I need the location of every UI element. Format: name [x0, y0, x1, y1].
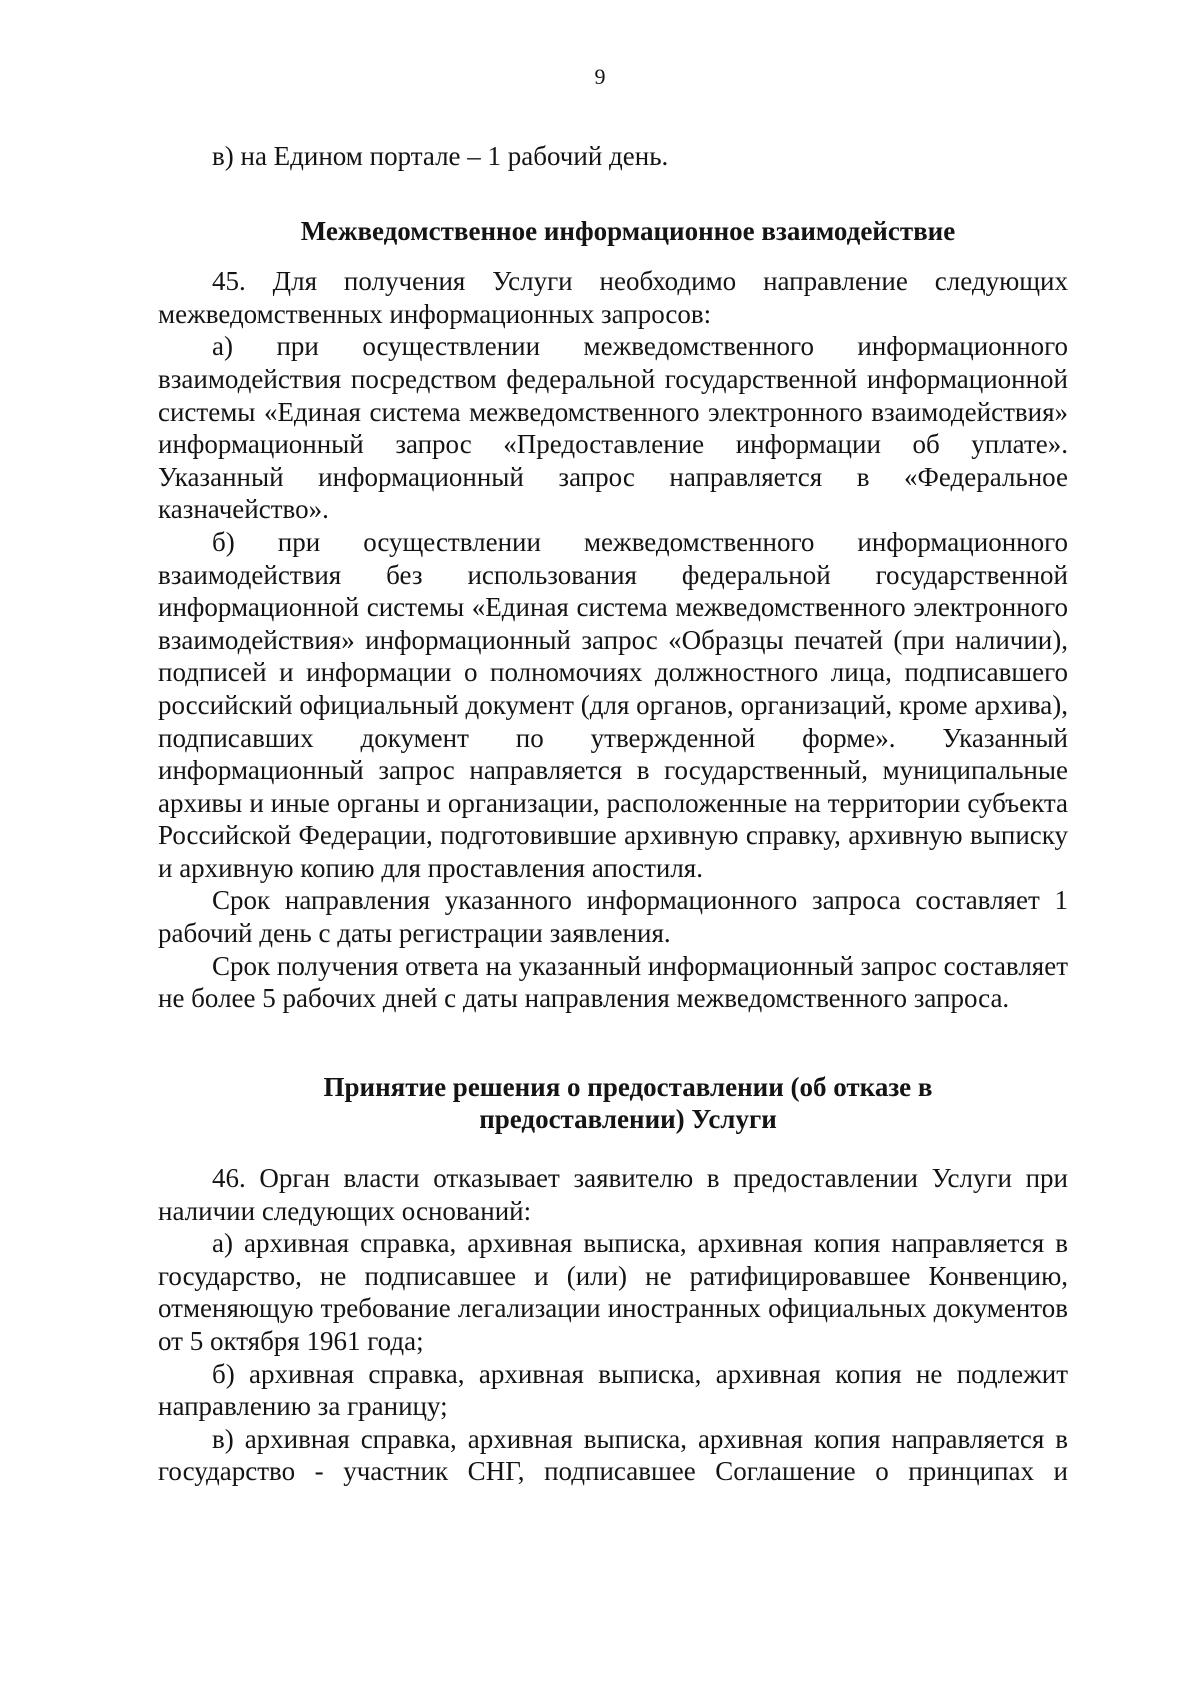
paragraph-45-b: б) при осуществлении межведомственного информационного взаимодействия без использования федеральной государственной информационной системы «Единая система межведомственного электронного взаимодействия» информационный запрос «Образцы печатей (при наличии), подписей и информации о полномочиях должностного лица, подписавшего российский официальный документ (для органов, организаций, кроме архива), подписавших документ по утвержденной форме». Указанный информационный запрос направляется в государственный, муниципальные архивы и иные органы и организации, расположенные на территории субъекта Российской Федерации, подготовившие архивную справку, архивную выписку и архивную копию для проставления апостиля.: [158, 526, 1068, 883]
paragraph-45: 45. Для получения Услуги необходимо направление следующих межведомственных информационных запросов:: [158, 266, 1068, 329]
paragraph-46-v: в) архивная справка, архивная выписка, архивная копия направляется в государство - участник СНГ, подписавшее Соглашение о принципах и: [158, 1423, 1068, 1487]
section-heading-decision-line1: Принятие решения о предоставлении (об отказе в: [323, 1071, 933, 1102]
section-heading-interagency: Межведомственное информационное взаимодействие: [300, 215, 956, 246]
paragraph-45-term-response: Срок получения ответа на указанный информационный запрос составляет не более 5 рабочих дней с даты направления межведомственного запроса.: [158, 950, 1068, 1014]
paragraph-46: 46. Орган власти отказывает заявителю в предоставлении Услуги при наличии следующих оснований:: [158, 1163, 1068, 1226]
section-heading-decision-line2: предоставлении) Услуги: [479, 1104, 777, 1135]
paragraph-46-b: б) архивная справка, архивная выписка, архивная копия не подлежит направлению за границу;: [158, 1358, 1068, 1422]
paragraph-45-term-send: Срок направления указанного информационного запроса составляет 1 рабочий день с даты регистрации заявления.: [158, 885, 1068, 949]
paragraph-45-a: а) при осуществлении межведомственного информационного взаимодействия посредством федеральной государственной информационной системы «Единая система межведомственного электронного взаимодействия» информационный запрос «Предоставление информации об уплате». Указанный информационный запрос направляется в «Федеральное казначейство».: [158, 331, 1068, 525]
item-v-portal: в) на Едином портале – 1 рабочий день.: [212, 141, 669, 171]
document-body: [158, 140, 1068, 1488]
paragraph-46-a: а) архивная справка, архивная выписка, архивная копия направляется в государство, не подписавшее и (или) не ратифицировавшее Конвенцию, отменяющую требование легализации иностранных официальных документов от 5 октября 1961 года;: [158, 1228, 1068, 1356]
section-heading-decision: [158, 1071, 1068, 1136]
page-number: 9: [594, 64, 606, 89]
